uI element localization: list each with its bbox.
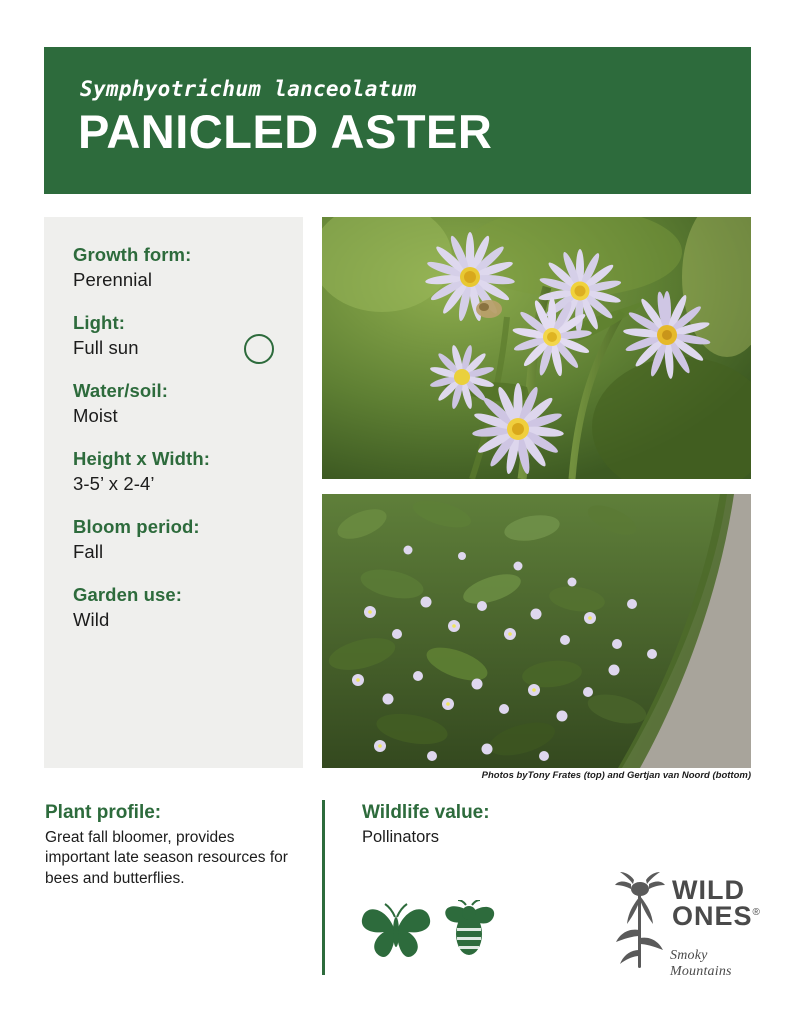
butterfly-icon [360, 898, 432, 967]
fact-height-width [73, 448, 303, 495]
scientific-name: Symphyotrichum lanceolatum [80, 77, 417, 101]
fact-growth-form [73, 244, 303, 291]
wildlife-value-label: Wildlife value: [362, 802, 490, 823]
plant-profile-text: Great fall bloomer, provides important late season resources for bees and butterflies. [45, 829, 288, 887]
plant-profile-label: Plant profile: [45, 802, 162, 823]
logo-wordmark [672, 875, 761, 931]
fact-label: Bloom period: [73, 516, 200, 537]
plant-facts-panel [44, 217, 303, 768]
fact-value: Full sun [73, 337, 139, 358]
logo-line-1: WILD [672, 875, 745, 905]
logo-chapter: Smoky Mountains [670, 948, 732, 979]
sun-circle-icon [244, 334, 274, 364]
fact-light [73, 312, 303, 359]
wild-ones-logo [610, 872, 761, 982]
fact-garden-use [73, 584, 303, 631]
fact-value: Moist [73, 405, 118, 426]
bee-icon [440, 900, 498, 967]
fact-value: 3-5’ x 2-4’ [73, 473, 155, 494]
plant-stand-photo [322, 494, 751, 768]
fact-label: Light: [73, 312, 125, 333]
logo-line-2 [672, 900, 761, 931]
fact-value: Perennial [73, 269, 153, 290]
fact-label: Growth form: [73, 244, 192, 265]
fact-bloom-period [73, 516, 303, 563]
wildlife-value-text: Pollinators [362, 828, 440, 846]
fact-label: Water/soil: [73, 380, 168, 401]
registered-mark: ® [752, 906, 761, 918]
wildlife-value-section [362, 802, 622, 847]
logo-line-2-text: ONES [672, 900, 753, 931]
photo-credit: Photos byTony Frates (top) and Gertjan van Noord (bottom) [481, 770, 751, 781]
plant-profile-section [45, 802, 295, 889]
fact-value: Fall [73, 541, 104, 562]
coneflower-icon [610, 872, 666, 972]
header-banner [44, 47, 751, 194]
fact-value: Wild [73, 609, 110, 630]
common-name: PANICLED ASTER [78, 105, 493, 158]
fact-water-soil [73, 380, 303, 427]
fact-label: Height x Width: [73, 448, 210, 469]
vertical-divider [322, 800, 325, 975]
fact-label: Garden use: [73, 584, 183, 605]
flower-closeup-photo [322, 217, 751, 479]
pollinator-icons [360, 898, 498, 967]
